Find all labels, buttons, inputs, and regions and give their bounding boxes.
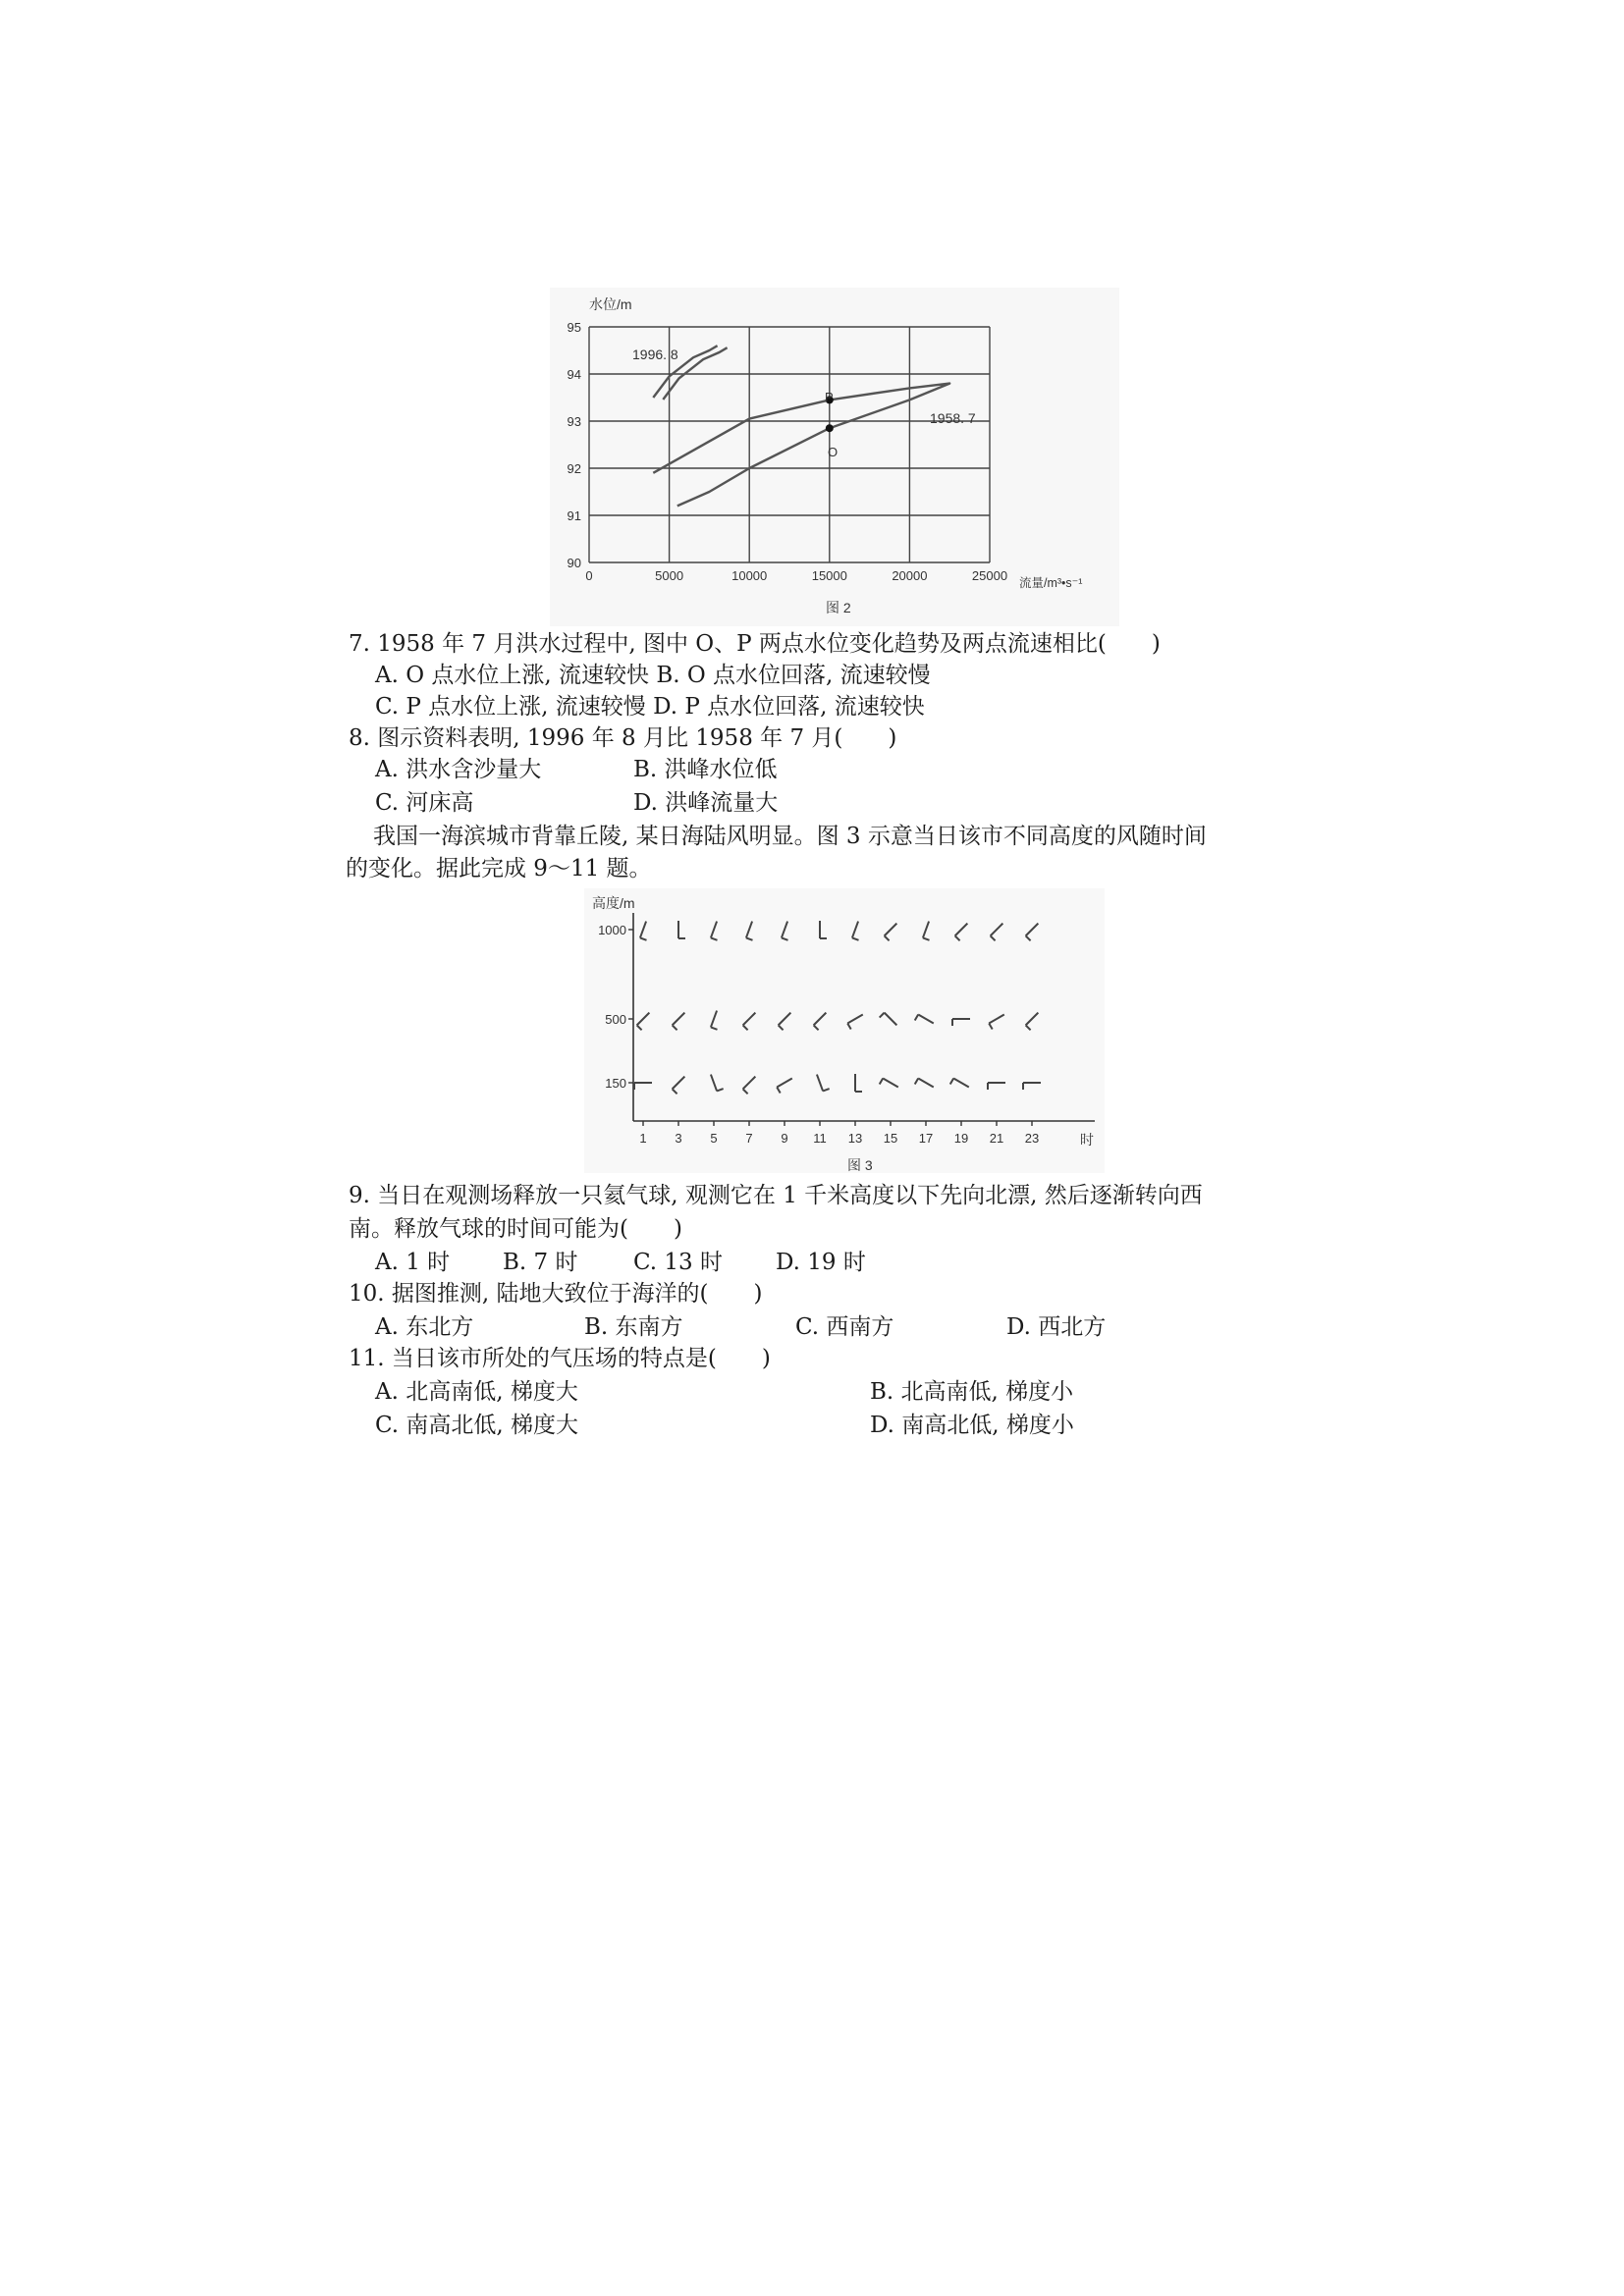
question-9-stem-line-1: 9. 当日在观测场释放一只氦气球, 观测它在 1 千米高度以下先向北漂, 然后逐渐转向西: [349, 1183, 1203, 1208]
y-tick-label-93: 93: [567, 414, 581, 429]
question-8-option-c: C. 河床高: [375, 790, 474, 816]
x-tick-label-9: 9: [781, 1131, 788, 1146]
x-tick-label-11: 11: [813, 1131, 827, 1146]
question-11-stem: 11. 当日该市所处的气压场的特点是( ): [349, 1346, 771, 1371]
question-7-options-ab: A. O 点水位上涨, 流速较快 B. O 点水位回落, 流速较慢: [375, 663, 931, 688]
x-tick-label-17: 17: [918, 1131, 934, 1146]
y-tick-label-91: 91: [567, 508, 581, 523]
question-9-option-a: A. 1 时: [375, 1250, 451, 1275]
x-tick-label-10000: 10000: [731, 568, 768, 583]
question-10-option-a: A. 东北方: [375, 1314, 474, 1340]
question-10-option-d: D. 西北方: [1006, 1314, 1107, 1340]
question-8-option-d: D. 洪峰流量大: [633, 790, 779, 816]
question-9-option-c: C. 13 时: [633, 1250, 723, 1275]
question-10-option-c: C. 西南方: [795, 1314, 894, 1340]
y-tick-label-94: 94: [567, 367, 581, 382]
point-o: [826, 424, 834, 432]
figure-2-y-axis-label: 水位/m: [589, 296, 632, 312]
x-tick-label-5: 5: [710, 1131, 718, 1146]
series-label-1958-7: 1958. 7: [930, 410, 976, 426]
x-tick-label-13: 13: [847, 1131, 863, 1146]
question-9-stem-line-2: 南。释放气球的时间可能为( ): [349, 1216, 682, 1242]
y-tick-label-500: 500: [605, 1012, 626, 1027]
question-11-option-a: A. 北高南低, 梯度大: [375, 1379, 578, 1405]
passage-line-2: 的变化。据此完成 9～11 题。: [346, 856, 652, 881]
figure-3-caption: 图 3: [847, 1157, 873, 1173]
x-tick-label-15: 15: [883, 1131, 898, 1146]
figure-2-chart: [550, 288, 1119, 626]
passage-line-1: 我国一海滨城市背靠丘陵, 某日海陆风明显。图 3 示意当日该市不同高度的风随时间: [373, 824, 1207, 849]
figure-2-caption: 图 2: [826, 600, 851, 615]
x-tick-label-0: 0: [585, 568, 593, 583]
y-tick-label-92: 92: [567, 461, 581, 476]
question-10-stem: 10. 据图推测, 陆地大致位于海洋的( ): [349, 1281, 763, 1307]
x-tick-label-23: 23: [1024, 1131, 1040, 1146]
question-8-option-a: A. 洪水含沙量大: [375, 757, 542, 782]
x-tick-label-1: 1: [639, 1131, 647, 1146]
x-tick-label-3: 3: [675, 1131, 682, 1146]
question-9-option-d: D. 19 时: [776, 1250, 866, 1275]
figure-3-y-axis-label: 高度/m: [592, 895, 635, 911]
x-tick-label-7: 7: [745, 1131, 753, 1146]
point-p-label: P: [825, 390, 834, 404]
y-tick-label-150: 150: [605, 1076, 626, 1091]
y-tick-label-1000: 1000: [598, 923, 626, 937]
x-tick-label-25000: 25000: [971, 568, 1008, 583]
question-7-stem: 7. 1958 年 7 月洪水过程中, 图中 O、P 两点水位变化趋势及两点流速相比( ): [349, 631, 1161, 657]
question-10-option-b: B. 东南方: [584, 1314, 683, 1340]
figure-2-x-axis-label: 流量/m³•s⁻¹: [1019, 576, 1083, 590]
question-11-option-d: D. 南高北低, 梯度小: [870, 1413, 1074, 1438]
question-8-option-b: B. 洪峰水位低: [633, 757, 778, 782]
x-tick-label-21: 21: [989, 1131, 1004, 1146]
question-7-options-cd: C. P 点水位上涨, 流速较慢 D. P 点水位回落, 流速较快: [375, 694, 925, 720]
y-tick-label-90: 90: [567, 556, 581, 570]
question-9-option-b: B. 7 时: [503, 1250, 578, 1275]
question-11-option-b: B. 北高南低, 梯度小: [870, 1379, 1074, 1405]
question-11-option-c: C. 南高北低, 梯度大: [375, 1413, 579, 1438]
x-tick-label-19: 19: [953, 1131, 969, 1146]
series-label-1996-8: 1996. 8: [632, 347, 678, 362]
point-o-label: O: [828, 445, 839, 459]
passage-intro: [346, 821, 1288, 885]
figure-3-x-axis-label: 时: [1080, 1132, 1094, 1148]
y-tick-label-95: 95: [567, 320, 581, 335]
x-tick-label-15000: 15000: [811, 568, 847, 583]
figure-3-chart: [584, 888, 1105, 1173]
x-tick-label-20000: 20000: [892, 568, 928, 583]
question-8-stem: 8. 图示资料表明, 1996 年 8 月比 1958 年 7 月( ): [349, 725, 897, 751]
x-tick-label-5000: 5000: [655, 568, 684, 583]
